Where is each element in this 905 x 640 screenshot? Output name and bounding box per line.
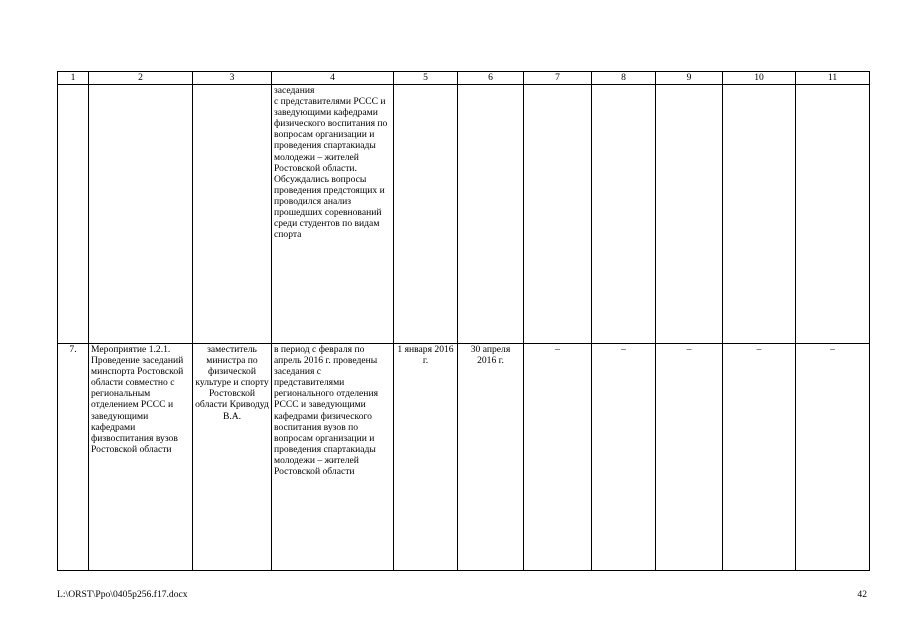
dash-cell: – [656, 344, 723, 571]
empty-cell [458, 85, 524, 344]
column-number-header: 4 [272, 72, 394, 85]
footer-file-path: L:\ORST\Ppo\0405p256.f17.docx [57, 589, 188, 600]
column-number-header: 7 [524, 72, 592, 85]
column-number-header: 10 [723, 72, 796, 85]
dash-cell: – [592, 344, 656, 571]
end-date-cell: 30 апреля 2016 г. [458, 344, 524, 571]
column-number-header: 11 [796, 72, 870, 85]
column-number-header: 8 [592, 72, 656, 85]
empty-cell [796, 85, 870, 344]
event-text: Мероприятие 1.2.1. Проведение заседаний минспорта Ростовской области совместно с региональным отделением РССС и заведующими кафедрами физвоспитания вузов Ростовской области [91, 344, 184, 455]
empty-cell [58, 85, 89, 344]
column-number-header: 5 [394, 72, 458, 85]
dash-cell: – [524, 344, 592, 571]
result-cell [272, 344, 394, 571]
empty-cell [524, 85, 592, 344]
column-number-row [58, 72, 870, 85]
page-number: 42 [857, 589, 867, 600]
empty-cell [723, 85, 796, 344]
table-row [58, 344, 870, 571]
empty-cell [89, 85, 193, 344]
table-row-continued [58, 85, 870, 344]
empty-cell [394, 85, 458, 344]
start-date-cell: 1 января 2016 г. [394, 344, 458, 571]
column-number-header: 9 [656, 72, 723, 85]
column-number-header: 2 [89, 72, 193, 85]
result-cell [272, 85, 394, 344]
result-text: в период с февраля по апрель 2016 г. проведены заседания с представителями регионального отделения РССС и заведующими кафедрами физического воспитания вузов по вопросам организации и проведения спартакиады молодежи – жителей Ростовской области [274, 344, 378, 478]
result-text: заседания с представителями РССС и заведующими кафедрами физического воспитания по вопросам организации и проведения спартакиады молодежи – жителей Ростовской области. Обсуждались вопросы проведения предстоящих и проводился анализ прошедших соревнований среди студентов по видам спорта [274, 85, 388, 241]
column-number-header: 3 [193, 72, 272, 85]
dash-cell: – [796, 344, 870, 571]
column-number-header: 1 [58, 72, 89, 85]
empty-cell [656, 85, 723, 344]
dash-cell: – [723, 344, 796, 571]
responsible-cell [193, 344, 272, 571]
empty-cell [592, 85, 656, 344]
report-table [57, 71, 870, 571]
event-cell [89, 344, 193, 571]
empty-cell [193, 85, 272, 344]
responsible-text: заместитель министра по физической культуре и спорту Ростовской области Криводуд В.А. [195, 344, 269, 422]
column-number-header: 6 [458, 72, 524, 85]
row-number: 7. [58, 344, 89, 571]
